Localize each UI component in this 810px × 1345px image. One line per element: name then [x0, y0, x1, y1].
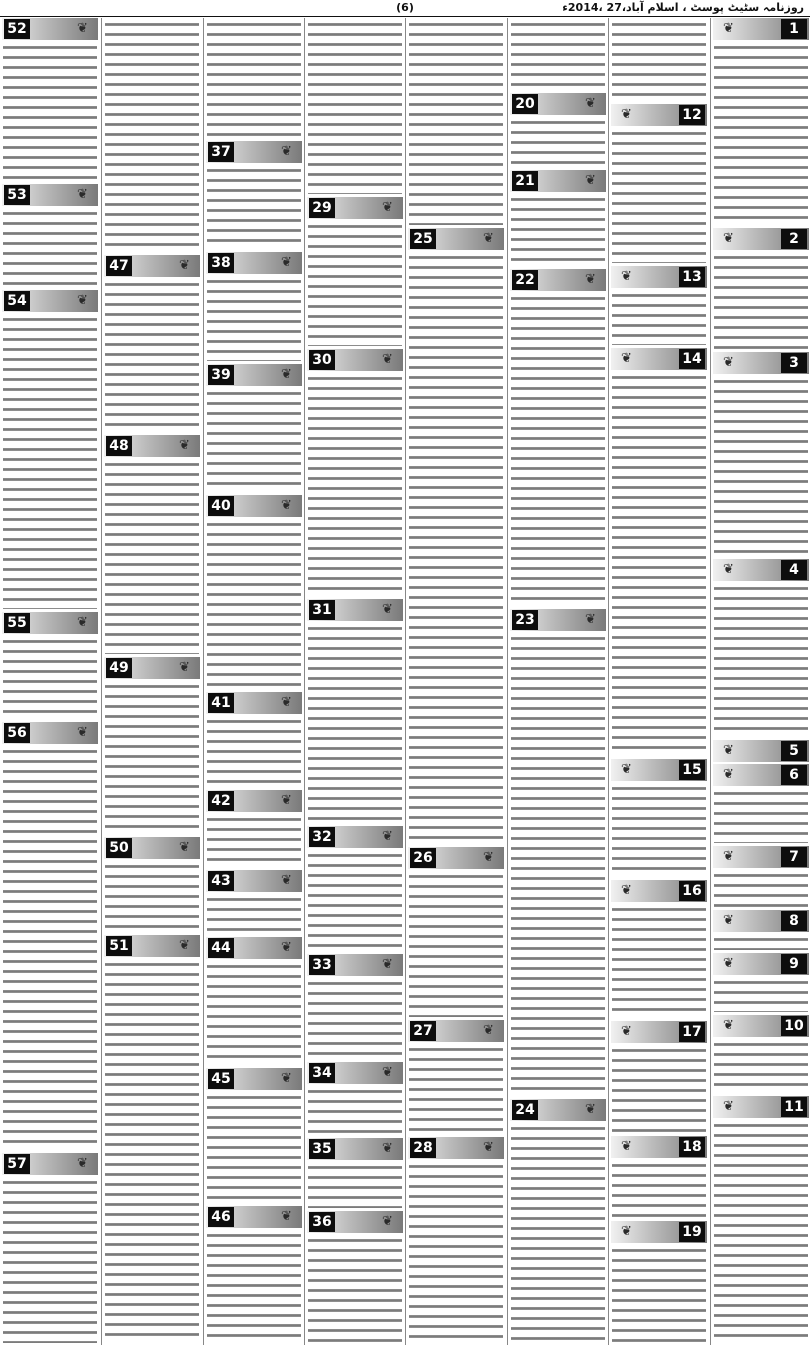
news-item-number: 28: [410, 1138, 436, 1158]
news-item-number: 56: [4, 723, 30, 743]
article-text-block: [714, 871, 808, 907]
article-text-block: [105, 280, 199, 432]
news-item-heading: [510, 609, 606, 631]
leaf-ornament-icon: ❦: [723, 913, 734, 928]
news-item-heading: [104, 255, 200, 277]
leaf-ornament-icon: ❦: [281, 695, 292, 710]
leaf-ornament-icon: ❦: [382, 1141, 393, 1156]
article-text-block: [308, 1236, 402, 1343]
leaf-ornament-icon: ❦: [585, 612, 596, 627]
leaf-ornament-icon: ❦: [723, 956, 734, 971]
news-item-number: 18: [679, 1137, 705, 1157]
news-item-heading: [713, 559, 809, 581]
article-text-block: [714, 377, 808, 556]
news-item-heading: [713, 846, 809, 868]
news-item-number: 39: [208, 365, 234, 385]
article-text-block: [207, 277, 301, 361]
leaf-ornament-icon: ❦: [723, 21, 734, 36]
news-item-heading: [408, 847, 504, 869]
news-column: [405, 18, 506, 1345]
news-item-number: 8: [781, 911, 807, 931]
news-column: [710, 18, 810, 1345]
article-text-block: [105, 20, 199, 252]
leaf-ornament-icon: ❦: [281, 873, 292, 888]
news-item-heading: [408, 1137, 504, 1159]
article-text-block: [714, 1121, 808, 1343]
news-item-number: 42: [208, 791, 234, 811]
article-text-block: [409, 1045, 503, 1134]
news-item-heading: [206, 495, 302, 517]
article-text-block: [511, 195, 605, 266]
news-item-heading: [510, 269, 606, 291]
news-item-heading: [206, 692, 302, 714]
leaf-ornament-icon: ❦: [281, 144, 292, 159]
news-item-heading: [2, 722, 98, 744]
news-item-heading: [713, 740, 809, 762]
news-item-heading: [104, 657, 200, 679]
leaf-ornament-icon: ❦: [77, 293, 88, 308]
news-item-number: 48: [106, 436, 132, 456]
article-text-block: [714, 1040, 808, 1093]
news-column: [101, 18, 202, 1345]
news-item-number: 45: [208, 1069, 234, 1089]
article-text-block: [612, 373, 706, 756]
leaf-ornament-icon: ❦: [179, 840, 190, 855]
news-item-number: 16: [679, 881, 705, 901]
news-item-number: 49: [106, 658, 132, 678]
news-item-heading: [713, 1096, 809, 1118]
leaf-ornament-icon: ❦: [621, 1224, 632, 1239]
news-item-heading: [713, 764, 809, 786]
news-item-number: 21: [512, 171, 538, 191]
article-text-block: [207, 895, 301, 934]
news-item-heading: [611, 1136, 707, 1158]
leaf-ornament-icon: ❦: [179, 660, 190, 675]
leaf-ornament-icon: ❦: [621, 1139, 632, 1154]
news-item-number: 26: [410, 848, 436, 868]
news-item-number: 32: [309, 827, 335, 847]
leaf-ornament-icon: ❦: [621, 351, 632, 366]
news-item-heading: [713, 910, 809, 932]
news-item-number: 52: [4, 19, 30, 39]
leaf-ornament-icon: ❦: [77, 725, 88, 740]
news-item-heading: [408, 228, 504, 250]
news-item-heading: [713, 352, 809, 374]
article-text-block: [409, 253, 503, 844]
news-item-number: 40: [208, 496, 234, 516]
article-text-block: [612, 129, 706, 263]
leaf-ornament-icon: ❦: [382, 200, 393, 215]
news-item-heading: [307, 599, 403, 621]
news-item-heading: [307, 1138, 403, 1160]
news-item-number: 23: [512, 610, 538, 630]
news-item-number: 6: [781, 765, 807, 785]
news-column: [0, 18, 100, 1345]
news-item-heading: [510, 1099, 606, 1121]
news-item-heading: [206, 1068, 302, 1090]
news-item-number: 30: [309, 350, 335, 370]
news-item-number: 25: [410, 229, 436, 249]
news-item-heading: [713, 1015, 809, 1037]
leaf-ornament-icon: ❦: [723, 231, 734, 246]
news-item-number: 11: [781, 1097, 807, 1117]
article-text-block: [207, 815, 301, 867]
article-text-block: [3, 315, 97, 609]
article-text-block: [308, 1087, 402, 1135]
leaf-ornament-icon: ❦: [382, 829, 393, 844]
news-item-heading: [611, 266, 707, 288]
news-item-heading: [2, 612, 98, 634]
article-text-block: [409, 1162, 503, 1343]
news-item-heading: [307, 197, 403, 219]
news-column: [203, 18, 304, 1345]
leaf-ornament-icon: ❦: [179, 938, 190, 953]
news-item-heading: [713, 953, 809, 975]
leaf-ornament-icon: ❦: [281, 498, 292, 513]
article-text-block: [714, 43, 808, 225]
news-item-number: 17: [679, 1022, 705, 1042]
leaf-ornament-icon: ❦: [723, 1018, 734, 1033]
news-item-number: 57: [4, 1154, 30, 1174]
news-item-number: 55: [4, 613, 30, 633]
article-text-block: [207, 1093, 301, 1203]
news-item-heading: [307, 349, 403, 371]
news-item-number: 10: [781, 1016, 807, 1036]
leaf-ornament-icon: ❦: [382, 352, 393, 367]
news-column: [304, 18, 405, 1345]
leaf-ornament-icon: ❦: [382, 957, 393, 972]
leaf-ornament-icon: ❦: [77, 1156, 88, 1171]
news-item-heading: [206, 252, 302, 274]
leaf-ornament-icon: ❦: [483, 1140, 494, 1155]
leaf-ornament-icon: ❦: [723, 1099, 734, 1114]
leaf-ornament-icon: ❦: [77, 615, 88, 630]
leaf-ornament-icon: ❦: [723, 562, 734, 577]
news-item-number: 31: [309, 600, 335, 620]
news-item-number: 13: [679, 267, 705, 287]
leaf-ornament-icon: ❦: [77, 21, 88, 36]
news-item-number: 22: [512, 270, 538, 290]
article-text-block: [308, 979, 402, 1059]
news-item-number: 7: [781, 847, 807, 867]
leaf-ornament-icon: ❦: [382, 1065, 393, 1080]
article-text-block: [308, 222, 402, 346]
leaf-ornament-icon: ❦: [382, 602, 393, 617]
leaf-ornament-icon: ❦: [281, 367, 292, 382]
article-text-block: [3, 43, 97, 181]
news-item-heading: [307, 1062, 403, 1084]
news-item-heading: [611, 104, 707, 126]
news-item-heading: [104, 935, 200, 957]
news-item-heading: [2, 1153, 98, 1175]
article-text-block: [207, 717, 301, 787]
news-item-heading: [611, 1021, 707, 1043]
news-item-number: 14: [679, 349, 705, 369]
article-text-block: [612, 1161, 706, 1218]
news-item-heading: [2, 184, 98, 206]
article-text-block: [612, 291, 706, 345]
news-item-number: 53: [4, 185, 30, 205]
news-item-heading: [713, 228, 809, 250]
article-text-block: [308, 20, 402, 194]
news-item-heading: [510, 93, 606, 115]
leaf-ornament-icon: ❦: [621, 1024, 632, 1039]
article-text-block: [207, 1231, 301, 1343]
article-text-block: [612, 905, 706, 1018]
article-text-block: [714, 584, 808, 737]
leaf-ornament-icon: ❦: [77, 187, 88, 202]
news-item-heading: [307, 826, 403, 848]
news-item-heading: [713, 18, 809, 40]
leaf-ornament-icon: ❦: [585, 272, 596, 287]
news-item-number: 33: [309, 955, 335, 975]
header-rule: [0, 16, 810, 17]
leaf-ornament-icon: ❦: [281, 1071, 292, 1086]
news-item-number: 20: [512, 94, 538, 114]
leaf-ornament-icon: ❦: [179, 438, 190, 453]
news-item-number: 27: [410, 1021, 436, 1041]
news-item-number: 51: [106, 936, 132, 956]
news-item-heading: [206, 870, 302, 892]
article-text-block: [105, 460, 199, 654]
leaf-ornament-icon: ❦: [281, 255, 292, 270]
leaf-ornament-icon: ❦: [382, 1214, 393, 1229]
news-item-number: 44: [208, 938, 234, 958]
news-item-number: 3: [781, 353, 807, 373]
article-text-block: [511, 294, 605, 606]
news-item-number: 5: [781, 741, 807, 761]
news-item-number: 9: [781, 954, 807, 974]
article-text-block: [105, 960, 199, 1343]
leaf-ornament-icon: ❦: [483, 1023, 494, 1038]
article-text-block: [511, 118, 605, 167]
article-text-block: [511, 20, 605, 90]
news-item-heading: [206, 1206, 302, 1228]
leaf-ornament-icon: ❦: [723, 355, 734, 370]
leaf-ornament-icon: ❦: [723, 849, 734, 864]
article-text-block: [308, 374, 402, 596]
news-item-heading: [408, 1020, 504, 1042]
article-text-block: [612, 1246, 706, 1343]
news-item-heading: [611, 759, 707, 781]
article-text-block: [207, 166, 301, 249]
news-item-number: 46: [208, 1207, 234, 1227]
page-header: [0, 0, 810, 16]
masthead-title: روزنامہ سٹیٹ پوسٹ ، اسلام آباد،27 ،2014ء: [562, 1, 804, 14]
news-item-heading: [206, 937, 302, 959]
news-item-heading: [2, 290, 98, 312]
news-item-heading: [611, 880, 707, 902]
article-text-block: [714, 253, 808, 349]
news-item-heading: [611, 348, 707, 370]
news-item-number: 54: [4, 291, 30, 311]
article-text-block: [511, 634, 605, 1096]
news-item-heading: [2, 18, 98, 40]
article-text-block: [714, 978, 808, 1012]
article-text-block: [714, 935, 808, 950]
article-text-block: [207, 520, 301, 689]
news-item-number: 36: [309, 1212, 335, 1232]
article-text-block: [714, 789, 808, 843]
news-item-heading: [510, 170, 606, 192]
news-item-heading: [206, 141, 302, 163]
news-item-number: 24: [512, 1100, 538, 1120]
article-text-block: [105, 682, 199, 834]
news-column: [507, 18, 608, 1345]
leaf-ornament-icon: ❦: [281, 793, 292, 808]
leaf-ornament-icon: ❦: [483, 850, 494, 865]
article-text-block: [3, 637, 97, 719]
leaf-ornament-icon: ❦: [621, 269, 632, 284]
news-item-number: 43: [208, 871, 234, 891]
leaf-ornament-icon: ❦: [723, 767, 734, 782]
article-text-block: [612, 784, 706, 877]
leaf-ornament-icon: ❦: [585, 173, 596, 188]
article-text-block: [207, 389, 301, 492]
article-columns: [0, 18, 810, 1345]
news-column: [608, 18, 709, 1345]
news-item-number: 4: [781, 560, 807, 580]
news-item-number: 47: [106, 256, 132, 276]
article-text-block: [409, 20, 503, 225]
article-text-block: [3, 209, 97, 287]
leaf-ornament-icon: ❦: [281, 940, 292, 955]
news-item-number: 2: [781, 229, 807, 249]
leaf-ornament-icon: ❦: [621, 883, 632, 898]
news-item-number: 50: [106, 838, 132, 858]
news-item-number: 12: [679, 105, 705, 125]
leaf-ornament-icon: ❦: [621, 107, 632, 122]
news-item-number: 15: [679, 760, 705, 780]
news-item-number: 35: [309, 1139, 335, 1159]
article-text-block: [612, 20, 706, 101]
news-item-heading: [206, 364, 302, 386]
news-item-number: 1: [781, 19, 807, 39]
news-item-number: 34: [309, 1063, 335, 1083]
article-text-block: [612, 1046, 706, 1133]
leaf-ornament-icon: ❦: [621, 762, 632, 777]
article-text-block: [3, 1178, 97, 1343]
leaf-ornament-icon: ❦: [585, 96, 596, 111]
leaf-ornament-icon: ❦: [585, 1102, 596, 1117]
news-item-number: 37: [208, 142, 234, 162]
leaf-ornament-icon: ❦: [179, 258, 190, 273]
news-item-number: 19: [679, 1222, 705, 1242]
article-text-block: [207, 20, 301, 138]
article-text-block: [308, 851, 402, 951]
news-item-number: 38: [208, 253, 234, 273]
leaf-ornament-icon: ❦: [723, 743, 734, 758]
article-text-block: [308, 624, 402, 823]
article-text-block: [511, 1124, 605, 1343]
news-item-heading: [206, 790, 302, 812]
article-text-block: [409, 872, 503, 1017]
article-text-block: [105, 862, 199, 932]
news-item-heading: [307, 954, 403, 976]
leaf-ornament-icon: ❦: [281, 1209, 292, 1224]
news-item-number: 41: [208, 693, 234, 713]
news-item-number: 29: [309, 198, 335, 218]
article-text-block: [308, 1163, 402, 1208]
news-item-heading: [104, 435, 200, 457]
news-item-heading: [307, 1211, 403, 1233]
leaf-ornament-icon: ❦: [483, 231, 494, 246]
page-number: (6): [396, 1, 414, 14]
news-item-heading: [104, 837, 200, 859]
article-text-block: [3, 747, 97, 1150]
article-text-block: [207, 962, 301, 1065]
news-item-heading: [611, 1221, 707, 1243]
